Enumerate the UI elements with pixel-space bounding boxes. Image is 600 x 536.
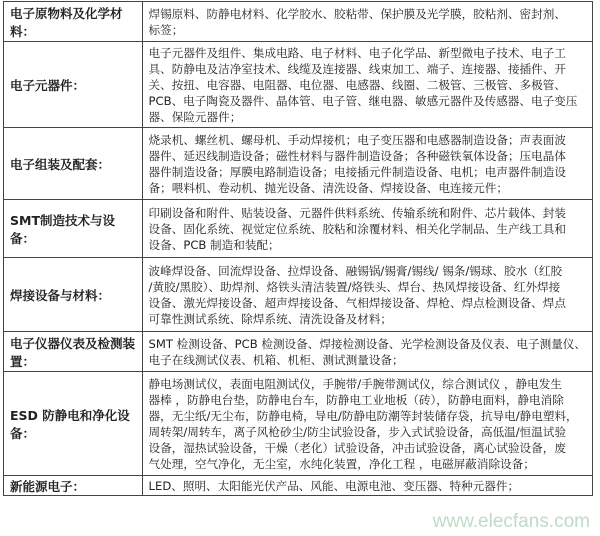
content-line: 备；喂料机、卷动机、抛光设备、清洗设备、焊接设备、电连接元件；: [148, 180, 508, 195]
table-row: [4, 372, 593, 476]
content-line: 设备，湿热试验设备，干燥（老化）试验设备，冲击试验设备，离心试验设备，废: [148, 440, 566, 455]
content-line: PCB、电子陶瓷及器件、晶体管、电子管、继电器、敏感元器件及传感器、电子变压: [148, 93, 578, 108]
content-line: 周转架/周转车，离子风枪砂尘/防尘试验设备，步入式试验设备，高低温/恒温试验: [148, 424, 567, 439]
content-line: 标签；: [148, 22, 184, 37]
category-label: 电子仪器仪表及检测装置：: [4, 332, 143, 372]
category-content: [142, 200, 592, 258]
category-content: [142, 476, 592, 496]
content-line: 电子元器件及组件、集成电路、电子材料、电子化学品、新型微电子技术、电子工: [148, 45, 566, 60]
category-label: 新能源电子：: [4, 476, 143, 496]
watermark: www.elecfans.com: [432, 511, 590, 532]
content-line: 可靠性测试系统、除焊系统、清洗设备及材料；: [148, 311, 393, 326]
category-content: [142, 372, 592, 476]
table-row: [4, 128, 593, 200]
content-line: 器棒 ，防静电台垫，防静电台车，防静电工业地板（砖），防静电面料，静电消除: [148, 392, 564, 407]
category-content: [142, 332, 592, 372]
content-line: 关、按扭、电容器、电阻器、电位器、电感器、线圈、二极管、三极管、多极管、: [148, 77, 566, 92]
content-line: 设备、固化系统、视觉定位系统、胶粘和涂覆材料、相关化学制品、生产线工具和: [148, 221, 566, 236]
table-row: [4, 2, 593, 42]
content-line: 静电场测试仪，表面电阻测试仪，手腕带/手腕带测试仪，综合测试仪 ，静电发生: [148, 376, 562, 391]
content-line: 器件制造设备；厚膜电路制造设备；电接插元件制造设备、电机；电声器件制造设: [148, 164, 566, 179]
content-line: 电子在线测试仪表、机箱、机柜、测试测量设备；: [148, 352, 404, 367]
content-line: 设备、PCB 制造和装配；: [148, 237, 280, 252]
content-line: 设备、激光焊接设备、超声焊接设备、气相焊接设备、焊枪、焊点检测设备、焊点: [148, 295, 566, 310]
category-label: ESD 防静电和净化设备：: [4, 372, 143, 476]
table-row: [4, 476, 593, 496]
content-line: 焊锡原料、防静电材料、化学胶水、胶粘带、保护膜及光学膜，胶粘剂、密封剂、: [148, 6, 566, 21]
category-content: [142, 42, 592, 128]
content-line: /黄胶/黑胶）、助焊剂、烙铁头清洁装置/烙铁头、焊台、热风焊接设备、红外焊接: [148, 279, 561, 294]
category-content: [142, 128, 592, 200]
category-label: 电子元器件：: [4, 42, 143, 128]
category-label: SMT制造技术与设备：: [4, 200, 143, 258]
category-content: [142, 2, 592, 42]
content-line: SMT 检测设备、PCB 检测设备、焊接检测设备、光学检测设备及仪表、电子测量仪、: [148, 336, 586, 351]
category-label: 电子组装及配套：: [4, 128, 143, 200]
table-row: [4, 200, 593, 258]
content-line: 印刷设备和附件、贴装设备、元器件供料系统、传输系统和附件、芯片载体、封装: [148, 205, 566, 220]
content-line: 波峰焊设备、回流焊设备、拉焊设备、融锡锅/锡膏/锡线/ 锡条/锡球、胶水（红胶: [148, 263, 563, 278]
content-line: 器、保险元器件；: [148, 109, 242, 124]
content-line: 器，无尘纸/无尘布，防静电椅，导电/防静电防潮等封装储存袋，抗导电/静电塑料，: [148, 408, 578, 423]
content-line: 烧录机、螺丝机、螺母机、手动焊接机；电子变压器和电感器制造设备；声表面波: [148, 132, 566, 147]
table-row: [4, 332, 593, 372]
content-line: 器件、延迟线制造设备；磁性材料与器件制造设备；各种磁铁氧体设备；压电晶体: [148, 148, 566, 163]
category-label: 焊接设备与材料：: [4, 258, 143, 332]
category-label: 电子原物料及化学材料：: [4, 2, 143, 42]
category-content: [142, 258, 592, 332]
exhibit-category-table: [3, 1, 593, 496]
content-line: 具、防静电及洁净室技术、线缆及连接器、线束加工、端子、连接器、接插件、开: [148, 61, 566, 76]
content-line: 气处理，空气净化，无尘室，水纯化装置，净化工程 ，电磁屏蔽消除设备；: [148, 456, 535, 471]
table-row: [4, 42, 593, 128]
table-row: [4, 258, 593, 332]
content-line: LED、照明、太阳能光伏产品、风能、电源电池、变压器、特种元器件；: [148, 478, 520, 493]
